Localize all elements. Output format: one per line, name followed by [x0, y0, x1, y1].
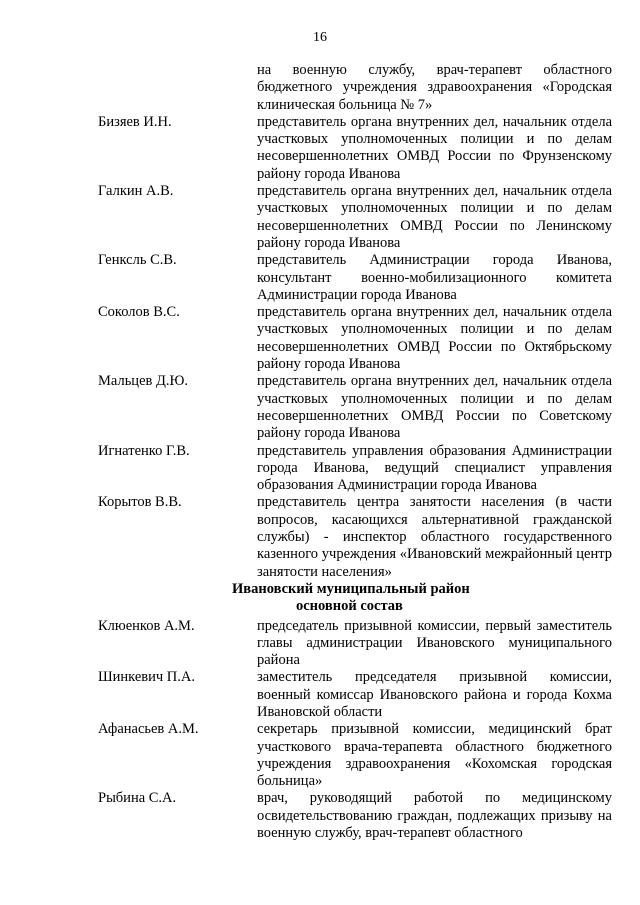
member-name: Шинкевич П.А. [98, 669, 195, 686]
member-position: врач, руководящий работой по медицинскому освидетельствованию граждан, подлежащих призыву на военную службу, врач-терапевт областного [257, 790, 612, 842]
section-title: Ивановский муниципальный район [232, 580, 470, 597]
member-name: Клюенков А.М. [98, 617, 195, 634]
member-entry [98, 721, 612, 790]
member-entry [98, 252, 612, 304]
member-position: представитель органа внутренних дел, начальник отдела участковых уполномоченных полиции и по делам несовершеннолетних ОМВД России по Ленинскому району города Иванова [257, 183, 612, 251]
entry-description: на военную службу, врач-терапевт областного бюджетного учреждения здравоохранения «Городская клиническая больница № 7» [257, 62, 612, 113]
member-name: Афанасьев А.М. [98, 721, 199, 738]
member-name: Рыбина С.А. [98, 790, 177, 807]
member-position: представитель органа внутренних дел, начальник отдела участковых уполномоченных полиции и по делам несовершеннолетних ОМВД России по Октябрьскому району города Иванова [257, 304, 612, 373]
member-name: Игнатенко Г.В. [98, 442, 190, 459]
member-position: представитель органа внутренних дел, начальник отдела участковых уполномоченных полиции и по делам несовершеннолетних ОМВД России по Фрунзенскому району города Иванова [257, 113, 612, 182]
continuation-entry [98, 62, 612, 114]
member-position: представитель управления образования Администрации города Иванова, ведущий специалист управления образования Администрации города Иванова [257, 442, 612, 494]
member-position: представитель органа внутренних дел, начальник отдела участковых уполномоченных полиции и по делам несовершеннолетних ОМВД России по Советскому району города Иванова [257, 373, 612, 442]
member-name: Соколов В.С. [98, 304, 180, 321]
member-position: заместитель председателя призывной комиссии, военный комиссар Ивановского района и города Кохма Ивановской области [257, 669, 612, 720]
member-entry [98, 790, 612, 842]
document-body [98, 62, 612, 842]
member-name: Галкин А.В. [98, 183, 174, 200]
member-position: представитель центра занятости населения (в части вопросов, касающихся альтернативной гражданской службы) - инспектор областного государственного казенного учреждения «Ивановский межрайонный центр занятости населения» [257, 494, 612, 580]
member-position: представитель Администрации города Иванова, консультант военно-мобилизационного комитета Администрации города Иванова [257, 252, 612, 303]
member-entry [98, 494, 612, 580]
entry-name [98, 62, 257, 114]
page-number: 16 [313, 30, 327, 45]
member-position: председатель призывной комиссии, первый заместитель главы администрации Ивановского муниципального района [257, 617, 612, 669]
section-subtitle: основной состав [296, 598, 403, 615]
member-position: секретарь призывной комиссии, медицинский брат участкового врача-терапевта областного бюджетного учреждения здравоохранения «Кохомская городская больница» [257, 721, 612, 790]
member-name: Корытов В.В. [98, 494, 182, 511]
member-entry [98, 669, 612, 721]
member-entry [98, 443, 612, 495]
member-entry [98, 183, 612, 252]
member-entry [98, 618, 612, 670]
member-name: Генксль С.В. [98, 252, 177, 269]
member-name: Мальцев Д.Ю. [98, 373, 189, 390]
member-entry [98, 373, 612, 442]
member-entry [98, 114, 612, 183]
member-name: Бизяев И.Н. [98, 113, 172, 130]
member-entry [98, 304, 612, 373]
